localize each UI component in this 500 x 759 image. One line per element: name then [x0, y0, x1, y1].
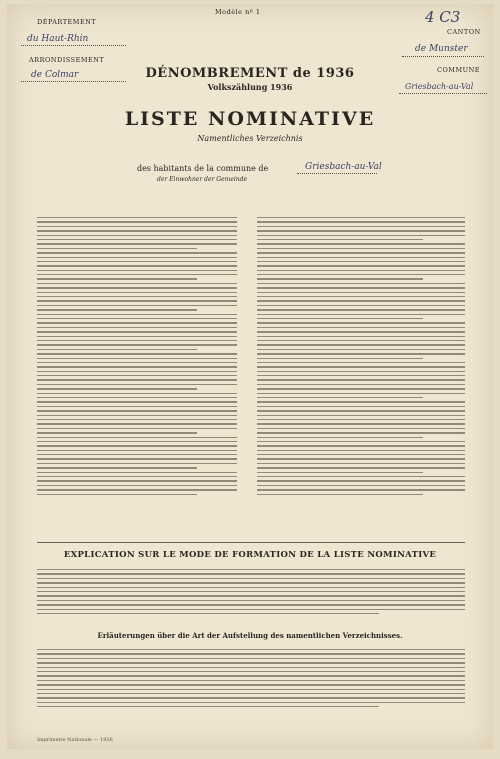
departement-rule — [21, 45, 126, 46]
commune-value: Griesbach-au-Val — [405, 82, 474, 91]
french-instructions-column — [37, 214, 237, 498]
canton-rule — [402, 56, 484, 57]
section-separator — [37, 542, 465, 543]
volkszahlung-title: Volkszählung 1936 — [207, 82, 293, 92]
verzeichnis-title: Namentliches Verzeichnis — [197, 134, 303, 143]
footer-imprint: Imprimerie Nationale — 1936 — [37, 737, 113, 743]
modele-label: Modèle nº 1 — [215, 8, 261, 16]
habitants-rule — [297, 173, 377, 174]
habitants-commune: Griesbach-au-Val — [305, 162, 382, 172]
arrondissement-label: ARRONDISSEMENT — [29, 56, 105, 64]
commune-rule — [399, 93, 487, 94]
habitants-prefix: des habitants de la commune de — [137, 164, 269, 173]
departement-label: DÉPARTEMENT — [37, 18, 97, 26]
canton-label: CANTON — [447, 28, 481, 36]
explication-heading: EXPLICATION SUR LE MODE DE FORMATION DE LA LISTE NOMINATIVE — [63, 550, 437, 560]
arrondissement-value: de Colmar — [31, 70, 79, 80]
erlauterungen-heading: Erläuterungen über die Art der Aufstellung des namentlichen Verzeichnisses. — [97, 631, 403, 640]
german-instructions-column — [257, 214, 465, 498]
denombrement-title: DÉNOMBREMENT de 1936 — [145, 66, 355, 81]
departement-value: du Haut-Rhin — [27, 34, 89, 44]
stamp-number: 4 C3 — [425, 8, 461, 26]
canton-value: de Munster — [415, 44, 468, 54]
einwohner-subtitle: der Einwohner der Gemeinde — [157, 176, 248, 183]
commune-label: COMMUNE — [437, 66, 481, 74]
erlauterungen-text — [37, 646, 465, 710]
explication-text — [37, 566, 465, 617]
liste-nominative-title: LISTE NOMINATIVE — [124, 108, 376, 130]
document-page — [7, 4, 493, 749]
